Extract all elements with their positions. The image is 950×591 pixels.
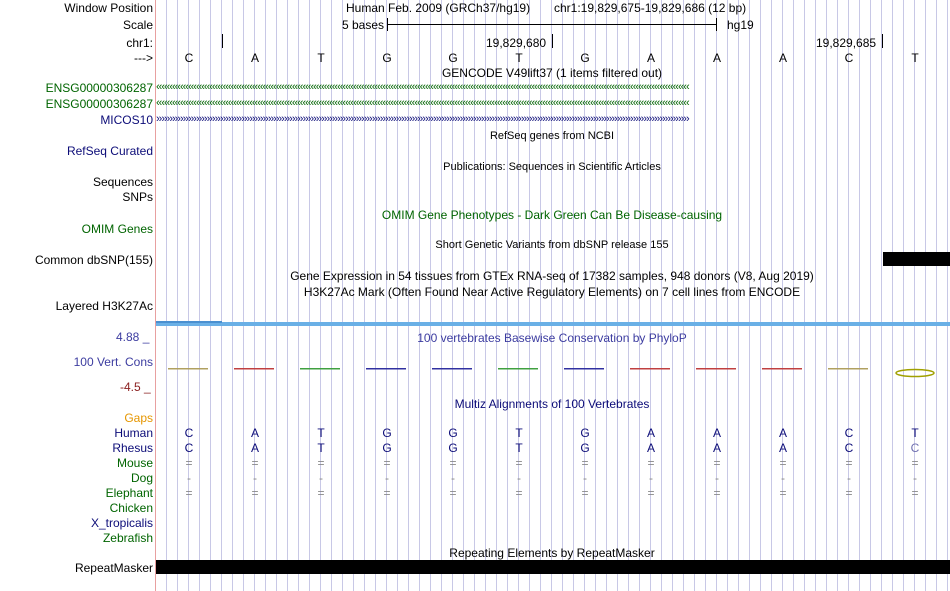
alignment-base: =: [317, 456, 325, 470]
species-label[interactable]: Dog: [130, 471, 153, 485]
omim-track-label[interactable]: OMIM Genes: [81, 222, 153, 236]
sequence-base: T: [515, 51, 523, 65]
alignment-base: A: [712, 426, 721, 440]
alignment-base: =: [713, 486, 721, 500]
publications-sequences-label[interactable]: Sequences: [92, 175, 153, 189]
alignment-base: =: [449, 456, 457, 470]
gencode-item-feature[interactable]: ‹‹‹‹‹‹‹‹‹‹‹‹‹‹‹‹‹‹‹‹‹‹‹‹‹‹‹‹‹‹‹‹‹‹‹‹‹‹‹‹‹‹‹‹‹‹‹‹‹‹‹‹‹‹‹‹‹‹‹‹‹‹‹‹‹‹‹‹‹‹‹‹‹‹‹‹‹‹‹‹‹‹‹‹‹‹‹‹‹‹‹‹‹‹‹‹‹‹‹‹‹‹‹‹‹‹‹‹‹‹‹‹‹‹‹‹‹‹‹‹‹‹‹‹‹‹‹‹‹‹‹‹‹‹‹‹‹‹‹‹‹‹‹‹‹‹‹‹‹‹‹‹‹‹‹‹‹‹‹‹‹‹‹‹‹‹‹‹‹‹‹‹‹‹‹‹‹‹‹‹‹‹‹‹‹‹‹‹‹‹‹‹‹‹‹‹‹‹‹‹: [156, 97, 689, 109]
alignment-base: A: [250, 426, 259, 440]
chrom-label: chr1:: [126, 36, 153, 50]
alignment-base: =: [779, 456, 787, 470]
alignment-base: -: [253, 471, 257, 485]
omim-track-title[interactable]: OMIM Gene Phenotypes - Dark Green Can Be Disease-causing: [381, 208, 723, 222]
sequence-base: G: [382, 51, 392, 65]
gencode-item-feature[interactable]: ‹‹‹‹‹‹‹‹‹‹‹‹‹‹‹‹‹‹‹‹‹‹‹‹‹‹‹‹‹‹‹‹‹‹‹‹‹‹‹‹‹‹‹‹‹‹‹‹‹‹‹‹‹‹‹‹‹‹‹‹‹‹‹‹‹‹‹‹‹‹‹‹‹‹‹‹‹‹‹‹‹‹‹‹‹‹‹‹‹‹‹‹‹‹‹‹‹‹‹‹‹‹‹‹‹‹‹‹‹‹‹‹‹‹‹‹‹‹‹‹‹‹‹‹‹‹‹‹‹‹‹‹‹‹‹‹‹‹‹‹‹‹‹‹‹‹‹‹‹‹‹‹‹‹‹‹‹‹‹‹‹‹‹‹‹‹‹‹‹‹‹‹‹‹‹‹‹‹‹‹‹‹‹‹‹‹‹‹‹‹‹‹‹‹‹‹‹‹‹‹: [156, 81, 689, 93]
phylop-score-mark: [168, 368, 208, 370]
alignment-base: T: [515, 426, 523, 440]
phylop-score-mark: [366, 368, 406, 370]
ruler-tick-1: [552, 34, 553, 48]
alignment-base: C: [184, 426, 194, 440]
alignment-base: =: [383, 456, 391, 470]
alignment-base: G: [382, 441, 392, 455]
gencode-item-feature[interactable]: ››››››››››››››››››››››››››››››››››››››››››››››››››››››››››››››››››››››››››››››››››››››››››››››››››››››››››››››››››››››››››››››››››››››››››››››››››››››››››››››››››››››››››››››››››››››››››››››››››››››››: [156, 113, 689, 125]
alignment-base: =: [449, 486, 457, 500]
alignment-base: G: [448, 426, 458, 440]
gencode-item-label[interactable]: ENSG00000306287: [45, 81, 153, 95]
alignment-base: =: [581, 486, 589, 500]
sequence-base: G: [580, 51, 590, 65]
alignment-base: -: [649, 471, 653, 485]
alignment-base: =: [251, 456, 259, 470]
alignment-base: =: [911, 456, 919, 470]
alignment-base: -: [451, 471, 455, 485]
phylop-score-mark: [498, 368, 538, 370]
alignment-base: -: [517, 471, 521, 485]
ruler-tick-2: [882, 34, 883, 48]
alignment-base: A: [712, 441, 721, 455]
phylop-min-label: -4.5 _: [120, 380, 151, 394]
alignment-base: =: [845, 486, 853, 500]
sequence-base: A: [250, 51, 259, 65]
alignment-base: -: [319, 471, 323, 485]
phylop-signal: [156, 360, 950, 380]
species-label[interactable]: X_tropicalis: [90, 516, 153, 530]
gtex-track-title[interactable]: Gene Expression in 54 tissues from GTEx RNA-seq of 17382 samples, 948 donors (V8, Aug 2019): [290, 269, 814, 283]
species-label[interactable]: Elephant: [105, 486, 153, 500]
gencode-track-title[interactable]: GENCODE V49lift37 (1 items filtered out): [441, 66, 663, 80]
alignment-base: G: [580, 426, 590, 440]
scale-bar-right-tick: [716, 18, 717, 31]
alignment-base: =: [515, 486, 523, 500]
alignment-base: -: [385, 471, 389, 485]
phylop-score-mark: [896, 370, 934, 377]
alignment-base: -: [187, 471, 191, 485]
phylop-score-mark: [234, 368, 274, 370]
alignment-base: =: [647, 456, 655, 470]
ruler-coord-1: 19,829,680: [486, 36, 547, 50]
window-position-label: Window Position: [64, 1, 153, 15]
alignment-base: A: [778, 441, 787, 455]
sequence-base: C: [184, 51, 194, 65]
alignment-base: G: [382, 426, 392, 440]
refseq-track-title[interactable]: RefSeq genes from NCBI: [489, 130, 615, 142]
alignment-base: A: [646, 441, 655, 455]
dbsnp-variant-feature[interactable]: [883, 252, 950, 266]
repeatmasker-track-title[interactable]: Repeating Elements by RepeatMasker: [449, 546, 655, 560]
phylop-score-mark: [696, 368, 736, 370]
phylop-score-mark: [630, 368, 670, 370]
alignment-base: =: [317, 486, 325, 500]
species-label[interactable]: Zebrafish: [102, 531, 153, 545]
gaps-label[interactable]: Gaps: [124, 411, 153, 425]
scale-text: 5 bases: [341, 18, 384, 32]
alignment-base: =: [581, 456, 589, 470]
alignment-base: =: [251, 486, 259, 500]
sequence-base: T: [317, 51, 325, 65]
alignment-base: -: [583, 471, 587, 485]
sequence-base: A: [646, 51, 655, 65]
alignment-base: T: [317, 441, 325, 455]
alignment-base: =: [185, 486, 193, 500]
phylop-score-mark: [762, 368, 802, 370]
phylop-track-label[interactable]: 100 Vert. Cons: [73, 355, 153, 369]
dbsnp-track-title[interactable]: Short Genetic Variants from dbSNP release 155: [435, 239, 669, 251]
scale-bar: [387, 24, 717, 25]
alignment-base: A: [778, 426, 787, 440]
alignment-base: -: [847, 471, 851, 485]
species-label[interactable]: Human: [114, 426, 153, 440]
alignment-base: =: [911, 486, 919, 500]
phylop-score-mark: [432, 368, 472, 370]
alignment-base: -: [781, 471, 785, 485]
alignment-base: =: [779, 486, 787, 500]
h3k27ac-track-label[interactable]: Layered H3K27Ac: [55, 299, 153, 313]
alignment-base: -: [715, 471, 719, 485]
ruler-tick-start: [222, 34, 223, 48]
assembly-name: Human Feb. 2009 (GRCh37/hg19): [346, 1, 531, 15]
alignment-base: T: [317, 426, 325, 440]
repeatmasker-feature[interactable]: [156, 560, 950, 574]
multiz-track-title[interactable]: Multiz Alignments of 100 Vertebrates: [454, 397, 650, 411]
alignment-base: =: [185, 456, 193, 470]
scale-db: hg19: [727, 18, 754, 32]
phylop-score-mark: [828, 368, 868, 370]
sequence-base: T: [911, 51, 919, 65]
alignment-base: =: [647, 486, 655, 500]
alignment-base: A: [646, 426, 655, 440]
h3k27ac-signal-peak: [156, 321, 222, 323]
alignment-base: =: [713, 456, 721, 470]
alignment-base: C: [844, 426, 854, 440]
species-label[interactable]: Chicken: [109, 501, 153, 515]
alignment-base: C: [184, 441, 194, 455]
strand-label: --->: [134, 51, 153, 65]
dbsnp-track-label[interactable]: Common dbSNP(155): [34, 253, 153, 267]
sequence-base: C: [844, 51, 854, 65]
gencode-item-label[interactable]: MICOS10: [100, 113, 153, 127]
sequence-base: A: [712, 51, 721, 65]
alignment-base: =: [515, 456, 523, 470]
gencode-item-label[interactable]: ENSG00000306287: [45, 97, 153, 111]
phylop-max-label: 4.88 _: [116, 330, 150, 344]
species-label[interactable]: Mouse: [116, 456, 153, 470]
publications-track-title[interactable]: Publications: Sequences in Scientific Articles: [443, 161, 661, 173]
h3k27ac-track-title[interactable]: H3K27Ac Mark (Often Found Near Active Regulatory Elements) on 7 cell lines from ENCODE: [303, 285, 801, 299]
alignment-base: G: [580, 441, 590, 455]
alignment-base: G: [448, 441, 458, 455]
alignment-base: C: [844, 441, 854, 455]
scale-label: Scale: [122, 18, 153, 32]
h3k27ac-signal: [156, 322, 950, 326]
sequence-base: A: [778, 51, 787, 65]
alignment-base: =: [845, 456, 853, 470]
species-label[interactable]: Rhesus: [112, 441, 153, 455]
alignment-base: =: [383, 486, 391, 500]
phylop-score-mark: [300, 368, 340, 370]
sequence-base: G: [448, 51, 458, 65]
scale-bar-left-tick: [387, 18, 388, 31]
position-readout: chr1:19,829,675-19,829,686 (12 bp): [554, 1, 747, 15]
alignment-base: C: [910, 441, 920, 455]
repeatmasker-track-label[interactable]: RepeatMasker: [74, 561, 153, 575]
publications-snps-label[interactable]: SNPs: [122, 190, 153, 204]
ruler-coord-2: 19,829,685: [816, 36, 877, 50]
phylop-track-title[interactable]: 100 vertebrates Basewise Conservation by PhyloP: [417, 331, 687, 345]
alignment-base: T: [911, 426, 919, 440]
alignment-base: T: [515, 441, 523, 455]
alignment-base: -: [913, 471, 917, 485]
phylop-score-mark: [564, 368, 604, 370]
alignment-base: A: [250, 441, 259, 455]
refseq-track-label[interactable]: RefSeq Curated: [66, 144, 153, 158]
